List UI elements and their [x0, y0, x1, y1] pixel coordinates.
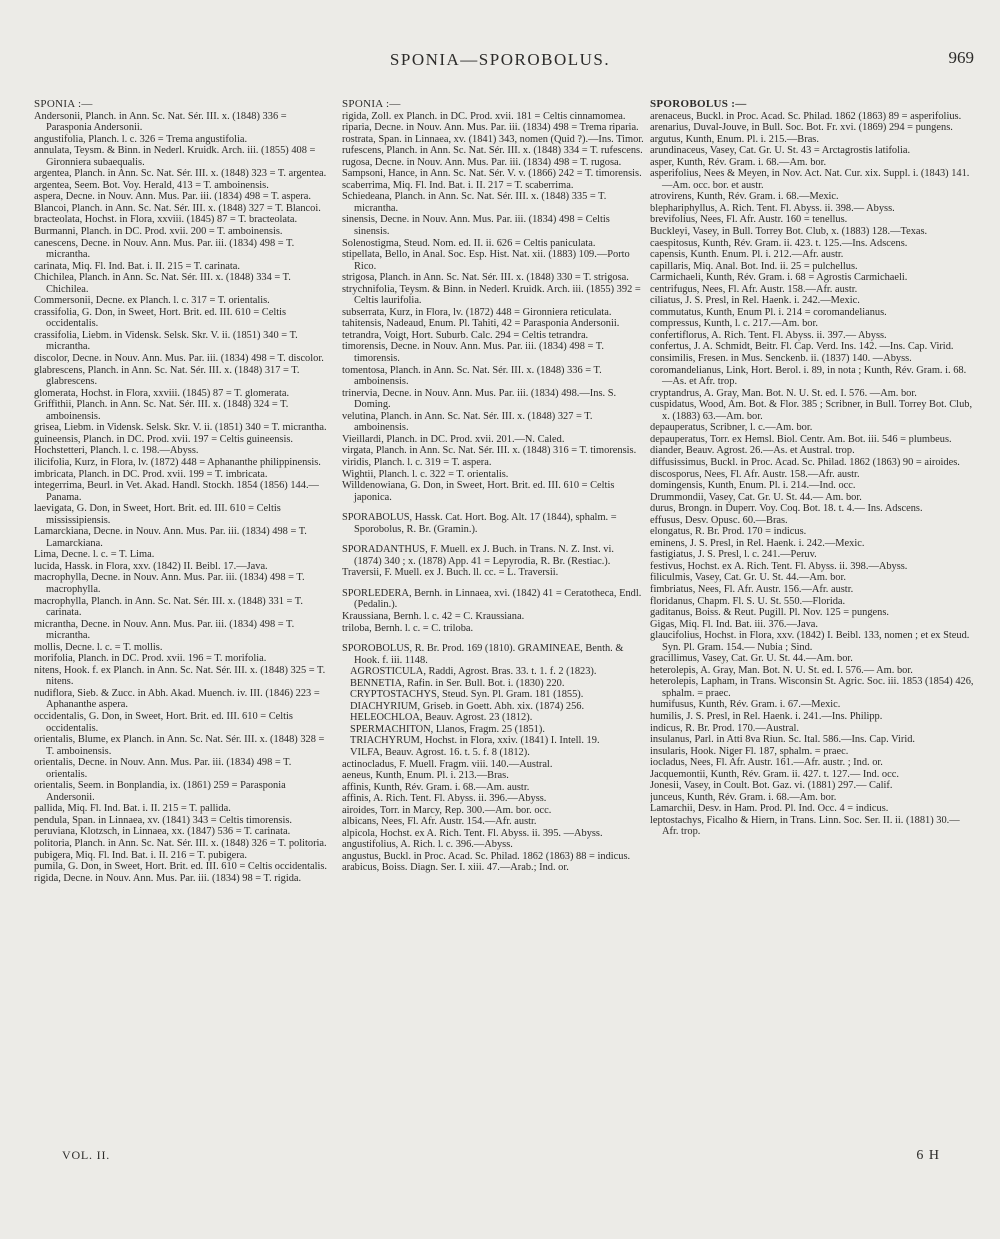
column-3 [650, 99, 976, 1169]
synonym-entry: SPERMACHITON, Llanos, Fragm. 25 (1851). [350, 723, 545, 735]
index-entry: SPOROBOLUS, R. Br. Prod. 169 (1810). GRAMINEAE, Benth. & Hook. f. iii. 1148. [342, 643, 624, 666]
index-entry: stipellata, Bello, in Anal. Soc. Esp. Hist. Nat. xii. (1883) 109.—Porto Rico. [342, 249, 630, 272]
index-entry: filiculmis, Vasey, Cat. Gr. U. St. 44.—Am. bor. [650, 572, 846, 584]
index-entry: Lamarchii, Desv. in Ham. Prod. Pl. Ind. Occ. 4 = indicus. [650, 803, 889, 815]
section-gap [342, 535, 644, 544]
index-entry: occidentalis, G. Don, in Sweet, Hort. Brit. ed. III. 610 = Celtis occidentalis. [34, 710, 293, 734]
index-entry: angustifolia, Planch. l. c. 326 = Trema angustifolia. [34, 133, 248, 145]
index-entry: Lima, Decne. l. c. = T. Lima. [34, 549, 155, 561]
index-entry: politoria, Planch. in Ann. Sc. Nat. Sér. III. x. (1848) 326 = T. politoria. [34, 838, 327, 849]
volume-label: VOL. II. [62, 1148, 111, 1162]
index-entry: Lamarckiana, Decne. in Nouv. Ann. Mus. Par. iii. (1834) 498 = T. Lamarckiana. [34, 526, 307, 549]
index-entry: rigida, Decne. in Nouv. Ann. Mus. Par. iii. (1834) 98 = T. rigida. [34, 872, 302, 884]
index-entry: tetrandra, Voigt, Hort. Suburb. Calc. 294 = Celtis tetrandra. [342, 329, 589, 341]
index-entry: argentea, Planch. in Ann. Sc. Nat. Sér. III. x. (1848) 323 = T. argentea. [34, 168, 327, 180]
index-entry: humilis, J. S. Presl, in Rel. Haenk. i. 241.—Ins. Philipp. [650, 710, 883, 722]
page-number: 969 [948, 48, 974, 67]
index-entry: tahitensis, Nadeaud, Enum. Pl. Tahiti, 42 = Parasponia Andersonii. [342, 318, 620, 330]
index-entry: peruviana, Klotzsch, in Linnaea, xx. (1847) 536 = T. carinata. [34, 826, 291, 838]
index-entry: Drummondii, Vasey, Cat. Gr. U. St. 44.— Am. bor. [650, 491, 862, 503]
index-entry: orientalis, Decne. in Nouv. Ann. Mus. Par. iii. (1834) 498 = T. orientalis. [34, 757, 292, 780]
index-entry: mollis, Decne. l. c. = T. mollis. [34, 641, 163, 653]
index-entry: sinensis, Decne. in Nouv. Ann. Mus. Par. iii. (1834) 498 = Celtis sinensis. [342, 214, 610, 238]
index-entry: cryptandrus, A. Gray, Man. Bot. N. U. St. ed. I. 576. —Am. bor. [650, 387, 917, 399]
index-entry: rufescens, Planch. in Ann. Sc. Nat. Sér. III. x. (1848) 334 = T. rufescens. [342, 145, 643, 157]
index-entry: eminens, J. S. Presl, in Rel. Haenk. i. 242.—Mexic. [650, 537, 865, 549]
section-gap [342, 579, 644, 588]
index-entry: velutina, Planch. in Ann. Sc. Nat. Sér. III. x. (1848) 327 = T. amboinensis. [342, 410, 593, 434]
section-gap [342, 503, 644, 512]
index-entry: festivus, Hochst. ex A. Rich. Tent. Fl. Abyss. ii. 398.—Abyss. [650, 560, 908, 572]
index-entry: domingensis, Kunth, Enum. Pl. i. 214.—Ind. occ. [650, 480, 856, 492]
index-entry: scaberrima, Miq. Fl. Ind. Bat. i. II. 217 = T. scaberrima. [342, 179, 574, 191]
index-entry: bracteolata, Hochst. in Flora, xxviii. (1845) 87 = T. bracteolata. [34, 214, 298, 226]
index-entry: insularis, Hook. Niger Fl. 187, sphalm. = praec. [650, 745, 849, 757]
signature-mark: 6 H [916, 1148, 940, 1163]
index-entry: capensis, Kunth. Enum. Pl. i. 212.—Afr. austr. [650, 249, 844, 261]
index-entry: insulanus, Parl. in Atti 8va Riun. Sc. Ital. 586.—Ins. Cap. Virid. [650, 734, 916, 746]
index-entry: commutatus, Kunth, Enum Pl. i. 214 = coromandelianus. [650, 306, 887, 318]
index-entry: arenaceus, Buckl. in Proc. Acad. Sc. Philad. 1862 (1863) 89 = asperifolius. [650, 110, 962, 122]
index-entry: Kraussiana, Bernh. l. c. 42 = C. Kraussiana. [342, 610, 525, 622]
index-entry: crassifolia, Liebm. in Vidensk. Selsk. Skr. V. ii. (1851) 340 = T. micrantha. [34, 329, 298, 353]
index-entry: SPORLEDERA, Bernh. in Linnaea, xvi. (1842) 41 = Ceratotheca, Endl. (Pedalin.). [342, 587, 642, 611]
index-entry: brevifolius, Nees, Fl. Afr. Austr. 160 = tenellus. [650, 214, 848, 226]
index-entry: lucida, Hassk. in Flora, xxv. (1842) II. Beibl. 17.—Java. [34, 560, 268, 572]
index-entry: virgata, Planch. in Ann. Sc. Nat. Sér. III. x. (1848) 316 = T. timorensis. [342, 445, 637, 457]
index-entry: Schiedeana, Planch. in Ann. Sc. Nat. Sér. III. x. (1848) 335 = T. micrantha. [342, 191, 607, 214]
synonym-entry: VILFA, Beauv. Agrost. 16. t. 5. f. 8 (1812). [350, 746, 530, 758]
index-entry: pallida, Miq. Fl. Ind. Bat. i. II. 215 = T. pallida. [34, 803, 231, 815]
index-entry: trinervia, Decne. in Nouv. Ann. Mus. Par. iii. (1834) 498.—Ins. S. Doming. [342, 387, 617, 411]
index-entry: fastigiatus, J. S. Presl, l. c. 241.—Peruv. [650, 549, 817, 561]
index-entry: Chichilea, Planch. in Ann. Sc. Nat. Sér. III. x. (1848) 334 = T. Chichilea. [34, 272, 291, 295]
index-entry: affinis, A. Rich. Tent. Fl. Abyss. ii. 396.—Abyss. [342, 793, 547, 805]
column-heading: SPONIA :— [342, 99, 401, 110]
index-entry: strigosa, Planch. in Ann. Sc. Nat. Sér. III. x. (1848) 330 = T. strigosa. [342, 272, 629, 284]
index-entry: glaucifolius, Hochst. in Flora, xxv. (1842) I. Beibl. 133, nomen ; et ex Steud. Syn. Pl. Gram. 154.— Nubia ; Sind. [650, 630, 970, 653]
index-entry: crassifolia, G. Don, in Sweet, Hort. Brit. ed. III. 610 = Celtis occidentalis. [34, 306, 287, 330]
index-entry: durus, Brongn. in Duperr. Voy. Coq. Bot. 18. t. 4.— Ins. Adscens. [650, 503, 923, 515]
index-entry: compressus, Kunth, l. c. 217.—Am. bor. [650, 318, 818, 330]
index-entry: rigida, Zoll. ex Planch. in DC. Prod. xvii. 181 = Celtis cinnamomea. [342, 110, 626, 122]
index-entry: cuspidatus, Wood, Am. Bot. & Flor. 385 ; Scribner, in Bull. Torrey Bot. Club, x. (1883) 63.—Am. bor. [650, 399, 973, 422]
index-entry: elongatus, R. Br. Prod. 170 = indicus. [650, 526, 807, 538]
index-entry: diander, Beauv. Agrost. 26.—As. et Austral. trop. [650, 445, 855, 457]
index-entry: confertiflorus, A. Rich. Tent. Fl. Abyss. ii. 397.— Abyss. [650, 329, 887, 341]
index-entry: pubigera, Miq. Fl. Ind. Bat. i. II. 216 = T. pubigera. [34, 849, 247, 861]
index-entry: pendula, Span. in Linnaea, xv. (1841) 343 = Celtis timorensis. [34, 814, 292, 826]
index-entry: arabicus, Boiss. Diagn. Ser. I. xiii. 47.—Arab.; Ind. or. [342, 862, 569, 874]
index-entry: blepharіphyllus, A. Rich. Tent. Fl. Abyss. ii. 398.— Abyss. [650, 202, 895, 214]
index-entry: Andersonii, Planch. in Ann. Sc. Nat. Sér. III. x. (1848) 336 = Parasponia Andersonii. [34, 110, 287, 134]
index-entry: humifusus, Kunth, Rév. Gram. i. 67.—Mexic. [650, 699, 841, 711]
column-1 [34, 99, 332, 1169]
index-entry: alpicola, Hochst. ex A. Rich. Tent. Fl. Abyss. ii. 395. —Abyss. [342, 827, 603, 839]
column-heading: SPOROBOLUS :— [650, 99, 747, 110]
index-entry: Vieillardi, Planch. in DC. Prod. xvii. 201.—N. Caled. [342, 433, 565, 445]
index-entry: ciliatus, J. S. Presl, in Rel. Haenk. i. 242.—Mexic. [650, 295, 860, 307]
index-entry: Griffithii, Planch. in Ann. Sc. Nat. Sér. III. x. (1848) 324 = T. amboinensis. [34, 399, 289, 422]
index-entry: imbricata, Planch. in DC. Prod. xvii. 199 = T. imbricata. [34, 468, 268, 480]
index-entry: asper, Kunth, Rév. Gram. i. 68.—Am. bor. [650, 156, 827, 168]
index-entry: depauperatus, Scribner, l. c.—Am. bor. [650, 422, 813, 434]
running-title: SPONIA—SPOROBOLUS. [389, 50, 611, 69]
index-entry: argentea, Seem. Bot. Voy. Herald, 413 = T. amboinensis. [34, 179, 269, 191]
index-entry: arundinaceus, Vasey, Cat. Gr. U. St. 43 = Arctagrostis latifolia. [650, 145, 911, 157]
index-entry: fimbriatus, Nees, Fl. Afr. Austr. 156.—Afr. austr. [650, 583, 854, 595]
index-entry: grisea, Liebm. in Vidensk. Selsk. Skr. V. ii. (1851) 340 = T. micrantha. [34, 422, 327, 434]
index-entry: Traversii, F. Muell. ex J. Buch. ll. cc. = L. Traversii. [342, 567, 559, 579]
index-entry: Blancoi, Planch. in Ann. Sc. Nat. Sér. III. x. (1848) 327 = T. Blancoi. [34, 202, 321, 214]
index-entry: discosporus, Nees, Fl. Afr. Austr. 158.—Afr. austr. [650, 468, 860, 480]
index-entry: Commersonii, Decne. ex Planch. l. c. 317 = T. orientalis. [34, 295, 270, 307]
section-gap [342, 634, 644, 643]
index-entry: laevigata, G. Don, in Sweet, Hort. Brit. ed. III. 610 = Celtis mississipiensis. [34, 503, 281, 526]
index-entry: airoides, Torr. in Marcy, Rep. 300.—Am. bor. occ. [342, 804, 552, 816]
index-entry: actinocladus, F. Muell. Fragm. viii. 140.—Austral. [342, 758, 553, 770]
column-2 [342, 99, 644, 1169]
index-entry: Burmanni, Planch. in DC. Prod. xvii. 200 = T. amboinensis. [34, 226, 283, 238]
index-entry: ilicifolia, Kurz, in Flora, lv. (1872) 448 = Aphananthe philippinensis. [34, 456, 321, 468]
index-entry: aeneus, Kunth, Enum. Pl. i. 213.—Bras. [342, 770, 509, 782]
index-entry: argutus, Kunth, Enum. Pl. i. 215.—Bras. [650, 133, 819, 145]
index-entry: caespitosus, Kunth, Rév. Gram. ii. 423. t. 125.—Ins. Adscens. [650, 237, 908, 249]
index-entry: Solenostigma, Steud. Nom. ed. II. ii. 626 = Celtis paniculata. [342, 237, 596, 249]
index-entry: Wightii, Planch. l. c. 322 = T. orientalis. [342, 468, 509, 480]
index-entry: leptostachys, Ficalho & Hiern, in Trans. Linn. Soc. Ser. II. ii. (1881) 30.—Afr. trop. [650, 814, 960, 838]
synonym-entry: DIACHYRIUM, Griseb. in Goett. Abh. xix. (1874) 256. [350, 700, 585, 712]
index-entry: centrifugus, Nees, Fl. Afr. Austr. 158.—Afr. austr. [650, 283, 858, 295]
index-entry: orientalis, Blume, ex Planch. in Ann. Sc. Nat. Sér. III. x. (1848) 328 = T. amboinensis. [34, 734, 325, 757]
index-entry: confertus, J. A. Schmidt, Beitr. Fl. Cap. Verd. Ins. 142. —Ins. Cap. Virid. [650, 341, 954, 353]
index-entry: arenarius, Duval-Jouve, in Bull. Soc. Bot. Fr. xvi. (1869) 294 = pungens. [650, 122, 953, 134]
index-entry: macrophylla, Planch. in Ann. Sc. Nat. Sér. III. x. (1848) 331 = T. carinata. [34, 595, 303, 619]
index-entry: carinata, Miq. Fl. Ind. Bat. i. II. 215 = T. carinata. [34, 260, 241, 272]
index-entry: nitens, Hook. f. ex Planch. in Ann. Sc. Nat. Sér. III. x. (1848) 325 = T. nitens. [34, 664, 326, 688]
index-entry: Hochstetteri, Planch. l. c. 198.—Abyss. [34, 445, 199, 457]
index-entry: rostrata, Span. in Linnaea, xv. (1841) 343, nomen (Quid ?).—Ins. Timor. [342, 133, 644, 145]
synonym-entry: BENNETIA, Rafin. in Ser. Bull. Bot. i. (1830) 220. [350, 677, 565, 689]
index-entry: timorensis, Decne. in Nouv. Ann. Mus. Par. iii. (1834) 498 = T. timorensis. [342, 341, 604, 365]
index-entry: tomentosa, Planch. in Ann. Sc. Nat. Sér. III. x. (1848) 336 = T. amboinensis. [342, 364, 602, 388]
index-entry: angustifolius, A. Rich. l. c. 396.—Abyss. [342, 839, 513, 851]
index-entry: strychnifolia, Teysm. & Binn. in Nederl. Kruidk. Arch. iii. (1855) 392 = Celtis laurifolia. [342, 283, 641, 307]
index-entry: capillaris, Miq. Anal. Bot. Ind. ii. 25 = pulchellus. [650, 260, 858, 272]
index-entry: orientalis, Seem. in Bonplandia, ix. (1861) 259 = Parasponia Andersonii. [34, 780, 286, 803]
synonym-entry: HELEOCHLOA, Beauv. Agrost. 23 (1812). [350, 712, 533, 724]
synonym-entry: TRIACHYRUM, Hochst. in Flora, xxiv. (1841) I. Intell. 19. [350, 735, 600, 747]
index-entry: aspera, Decne. in Nouv. Ann. Mus. Par. iii. (1834) 498 = T. aspera. [34, 191, 311, 203]
index-entry: macrophylla, Decne. in Nouv. Ann. Mus. Par. iii. (1834) 498 = T. macrophylla. [34, 572, 305, 595]
index-entry: guineensis, Planch. in DC. Prod. xvii. 197 = Celtis guineensis. [34, 433, 293, 445]
index-entry: heterolepis, A. Gray, Man. Bot. N. U. St. ed. I. 576.— Am. bor. [650, 664, 913, 676]
index-entry: junceus, Kunth, Rév. Gram. i. 68.—Am. bor. [650, 791, 837, 803]
index-entry: pumila, G. Don, in Sweet, Hort. Brit. ed. III. 610 = Celtis occidentalis. [34, 861, 327, 873]
index-entry: SPORABOLUS, Hassk. Cat. Hort. Bog. Alt. 17 (1844), sphalm. = Sporobolus, R. Br. (Gramin.). [342, 512, 617, 535]
index-entry: morifolia, Planch. in DC. Prod. xvii. 196 = T. morifolia. [34, 653, 267, 665]
index-entry: Sampsoni, Hance, in Ann. Sc. Nat. Sér. V. v. (1866) 242 = T. timorensis. [342, 168, 642, 180]
index-entry: canescens, Decne. in Nouv. Ann. Mus. Par. iii. (1834) 498 = T. micrantha. [34, 237, 295, 261]
index-entry: diffusissimus, Buckl. in Proc. Acad. Sc. Philad. 1862 (1863) 90 = airoides. [650, 456, 960, 468]
index-entry: riparia, Decne. in Nouv. Ann. Mus. Par. iii. (1834) 498 = Trema riparia. [342, 122, 639, 134]
synonym-entry: AGROSTICULA, Raddi, Agrost. Bras. 33. t. 1. f. 2 (1823). [350, 666, 597, 678]
index-entry: gracillimus, Vasey, Cat. Gr. U. St. 44.—Am. bor. [650, 653, 853, 665]
index-entry: subserrata, Kurz, in Flora, lv. (1872) 448 = Gironniera reticulata. [342, 306, 612, 318]
index-entry: glabrescens, Planch. in Ann. Sc. Nat. Sér. III. x. (1848) 317 = T. glabrescens. [34, 364, 300, 388]
index-entry: affinis, Kunth, Rév. Gram. i. 68.—Am. austr. [342, 781, 530, 793]
index-entry: micrantha, Decne. in Nouv. Ann. Mus. Par. iii. (1834) 498 = T. micrantha. [34, 618, 295, 642]
index-entry: gaditanus, Boiss. & Reut. Pugill. Pl. Nov. 125 = pungens. [650, 607, 889, 619]
index-entry: SPORADANTHUS, F. Muell. ex J. Buch. in Trans. N. Z. Inst. vi. (1874) 340 ; x. (1878) App. 41 = Lepyrodia, R. Br. (Restiac.). [342, 544, 614, 567]
index-entry: effusus, Desv. Opusc. 60.—Bras. [650, 514, 788, 526]
index-entry: consimilis, Fresen. in Mus. Senckenb. ii. (1837) 140. —Abyss. [650, 353, 912, 365]
index-entry: Buckleyi, Vasey, in Bull. Torrey Bot. Club, x. (1883) 128.—Texas. [650, 226, 928, 238]
index-entry: asperifolius, Nees & Meyen, in Nov. Act. Nat. Cur. xix. Suppl. i. (1843) 141.—Am. occ. bor. et austr. [650, 168, 970, 191]
index-entry: annulata, Teysm. & Binn. in Nederl. Kruidk. Arch. iii. (1855) 408 = Gironniera subaequalis. [34, 145, 316, 168]
index-entry: coromandelianus, Link, Hort. Berol. i. 89, in nota ; Kunth, Rév. Gram. i. 68.—As. et Afr. trop. [650, 364, 967, 388]
index-entry: atrovirens, Kunth, Rév. Gram. i. 68.—Mexic. [650, 191, 839, 203]
index-entry: triloba, Bernh. l. c. = C. triloba. [342, 622, 474, 634]
index-entry: albicans, Nees, Fl. Afr. Austr. 154.—Afr. austr. [342, 816, 537, 828]
index-entry: iocladus, Nees, Fl. Afr. Austr. 161.—Afr. austr. ; Ind. or. [650, 757, 883, 769]
column-heading: SPONIA :— [34, 99, 93, 110]
index-entry: angustus, Buckl. in Proc. Acad. Sc. Philad. 1862 (1863) 88 = indicus. [342, 850, 631, 862]
page-header [0, 48, 1000, 78]
index-entry: rugosa, Decne. in Nouv. Ann. Mus. Par. iii. (1834) 498 = T. rugosa. [342, 156, 622, 168]
index-entry: heterolepis, Lapham, in Trans. Wisconsin St. Agric. Soc. iii. 1853 (1854) 426, sphalm. = praec. [650, 676, 974, 699]
index-entry: viridis, Planch. l. c. 319 = T. aspera. [342, 456, 492, 468]
index-entry: Gigas, Miq. Fl. Ind. Bat. iii. 376.—Java. [650, 618, 818, 630]
index-entry: Jacquemontii, Kunth, Rév. Gram. ii. 427. t. 127.— Ind. occ. [650, 768, 899, 780]
index-entry: glomerata, Hochst. in Flora, xxviii. (1845) 87 = T. glomerata. [34, 387, 290, 399]
index-entry: Willdenowiana, G. Don, in Sweet, Hort. Brit. ed. III. 610 = Celtis japonica. [342, 480, 615, 503]
index-entry: discolor, Decne. in Nouv. Ann. Mus. Par. iii. (1834) 498 = T. discolor. [34, 353, 324, 365]
index-entry: Carmichaeli, Kunth, Rév. Gram. i. 68 = Agrostis Carmichaeli. [650, 272, 908, 284]
index-entry: nudiflora, Sieb. & Zucc. in Abh. Akad. Muench. iv. III. (1846) 223 = Aphananthe aspera. [34, 687, 320, 711]
synonym-entry: CRYPTOSTACHYS, Steud. Syn. Pl. Gram. 181 (1855). [350, 689, 584, 701]
index-entry: depauperatus, Torr. ex Hemsl. Biol. Centr. Am. Bot. iii. 546 = plumbeus. [650, 433, 952, 445]
index-entry: integerrima, Beurl. in Vet. Akad. Handl. Stockh. 1854 (1856) 144.—Panama. [34, 480, 319, 503]
index-entry: indicus, R. Br. Prod. 170.—Austral. [650, 722, 799, 734]
index-entry: Jonesii, Vasey, in Coult. Bot. Gaz. vi. (1881) 297.— Calif. [650, 780, 893, 792]
index-entry: floridanus, Chapm. Fl. S. U. St. 550.—Florida. [650, 595, 846, 607]
